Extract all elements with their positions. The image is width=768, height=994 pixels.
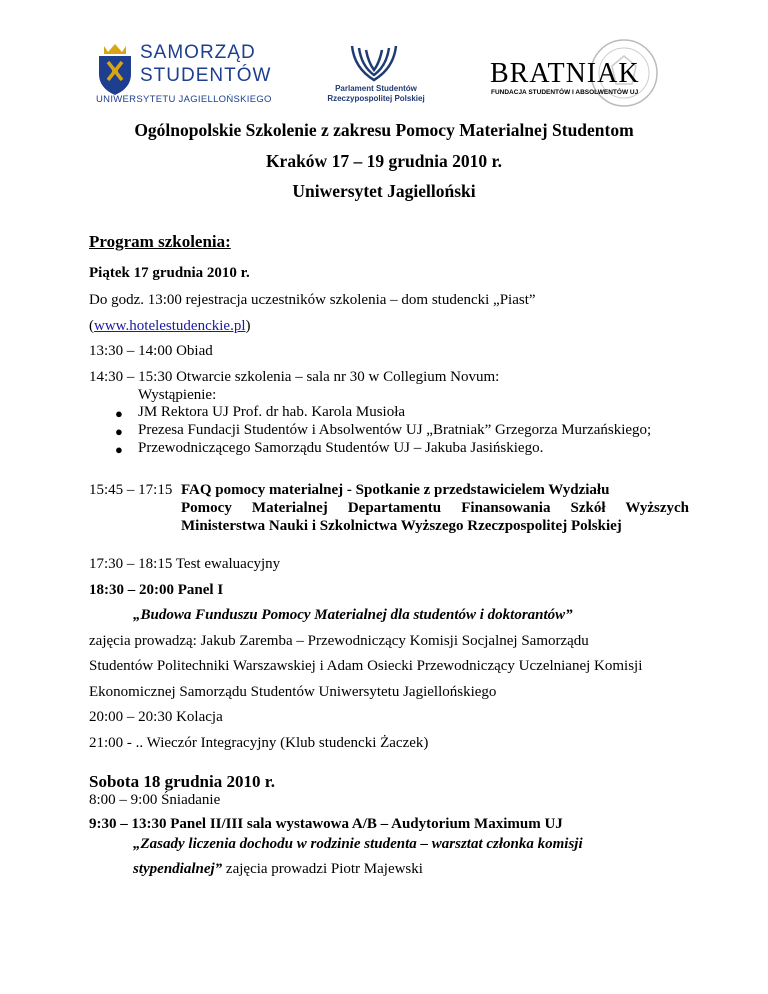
bullet-icon: ● xyxy=(115,406,123,421)
bullet-icon: ● xyxy=(115,424,123,439)
panel23-title-line2 xyxy=(133,861,423,878)
bratniak-name: BRATNIAK xyxy=(490,58,640,89)
samorzad-logo xyxy=(96,38,272,110)
event-dates: Kraków 17 – 19 grudnia 2010 r. xyxy=(265,151,503,171)
panel1-desc-line1: zajęcia prowadzą: Jakub Zaremba – Przewodniczący Komisji Socjalnej Samorządu xyxy=(89,633,589,649)
parlament-line1: Parlament Studentów xyxy=(335,84,417,93)
event-venue: Uniwersytet Jagielloński xyxy=(292,181,476,201)
panel1-desc-line3: Ekonomicznej Samorządu Studentów Uniwersytetu Jagiellońskiego xyxy=(89,684,497,700)
registration-text: Do godz. 13:00 rejestracja uczestników szkolenia – dom studencki „Piast” xyxy=(89,292,536,308)
panel23-item: 9:30 – 13:30 Panel II/III sala wystawowa A/B – Audytorium Maximum UJ xyxy=(89,816,563,832)
evening-item: 21:00 - .. Wieczór Integracyjny (Klub studencki Żaczek) xyxy=(89,735,429,751)
bratniak-sub: FUNDACJA STUDENTÓW I ABSOLWENTÓW UJ xyxy=(491,89,639,96)
bullet-item: Prezesa Fundacji Studentów i Absolwentów UJ „Bratniak” Grzegorza Murzańskiego; xyxy=(138,422,652,438)
test-item: 17:30 – 18:15 Test ewaluacyjny xyxy=(89,556,281,572)
friday-heading: Piątek 17 grudnia 2010 r. xyxy=(89,265,250,281)
panel23-title-line1: „Zasady liczenia dochodu w rodzinie studenta – warsztat członka komisji xyxy=(133,836,583,852)
crest-icon xyxy=(96,40,134,96)
paren-close: ) xyxy=(245,318,251,334)
panel1-item: 18:30 – 20:00 Panel I xyxy=(89,582,224,598)
program-heading: Program szkolenia: xyxy=(89,232,231,251)
registration-link-line xyxy=(89,318,251,335)
lunch-item: 13:30 – 14:00 Obiad xyxy=(89,343,213,359)
paren-open: ( xyxy=(89,318,94,334)
speech-label: Wystąpienie: xyxy=(138,387,217,403)
samorzad-line1: SAMORZĄD xyxy=(140,42,256,63)
opening-item: 14:30 – 15:30 Otwarcie szkolenia – sala nr 30 w Collegium Novum: xyxy=(89,369,500,385)
faq-line3: Ministerstwa Nauki i Szkolnictwa Wyższego Rzeczpospolitej Polskiej xyxy=(181,518,622,534)
faq-line1: FAQ pomocy materialnej - Spotkanie z przedstawicielem Wydziału xyxy=(181,482,610,498)
panel1-desc-line2: Studentów Politechniki Warszawskiej i Adam Osiecki Przewodniczący Uczelnianej Komisji xyxy=(89,658,643,674)
bratniak-logo xyxy=(488,38,668,108)
panel23-leader: zajęcia prowadzi Piotr Majewski xyxy=(222,861,423,877)
bullet-item: JM Rektora UJ Prof. dr hab. Karola Musioła xyxy=(138,404,406,420)
faq-line2: Pomocy Materialnej Departamentu Finansowania Szkół Wyższych xyxy=(181,500,689,516)
panel23-title-end: stypendialnej” xyxy=(133,861,223,877)
samorzad-line3: UNIWERSYTETU JAGIELLOŃSKIEGO xyxy=(96,94,272,105)
hotel-link[interactable]: www.hotelestudenckie.pl xyxy=(94,318,246,334)
parlament-line2: Rzeczypospolitej Polskiej xyxy=(327,94,425,103)
bullet-icon: ● xyxy=(115,442,123,457)
samorzad-line2: STUDENTÓW xyxy=(140,65,272,86)
faq-time: 15:45 – 17:15 xyxy=(89,482,173,498)
supper-item: 20:00 – 20:30 Kolacja xyxy=(89,709,223,725)
panel1-title: „Budowa Funduszu Pomocy Materialnej dla studentów i doktorantów” xyxy=(133,607,573,623)
parlament-emblem-icon xyxy=(344,42,404,84)
saturday-heading: Sobota 18 grudnia 2010 r. xyxy=(89,772,275,791)
logo-bar xyxy=(0,0,768,110)
breakfast-item: 8:00 – 9:00 Śniadanie xyxy=(89,792,221,808)
bullet-item: Przewodniczącego Samorządu Studentów UJ – Jakuba Jasińskiego. xyxy=(138,440,544,456)
parlament-logo xyxy=(316,42,436,106)
document-title: Ogólnopolskie Szkolenie z zakresu Pomocy Materialnej Studentom xyxy=(134,120,634,140)
